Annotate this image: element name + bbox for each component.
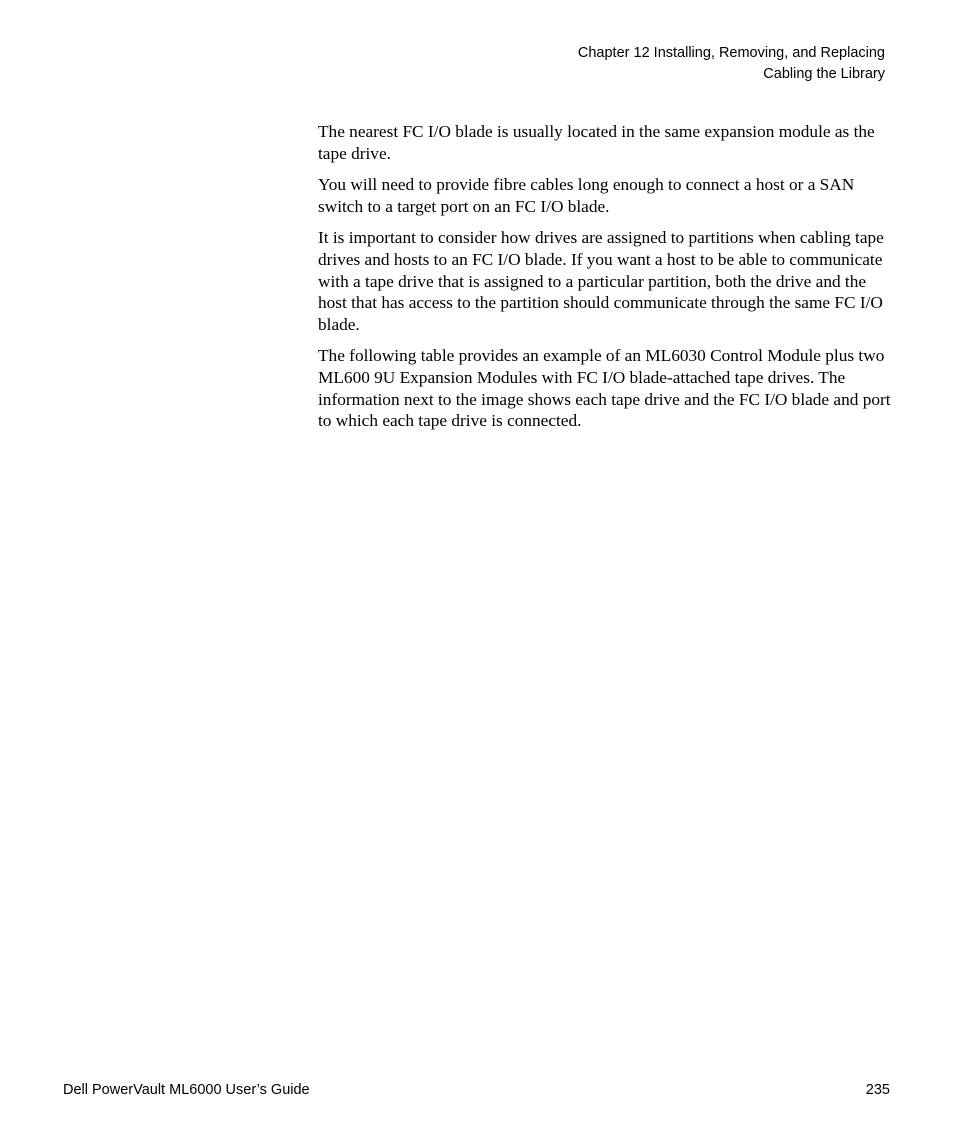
paragraph: It is important to consider how drives are assigned to partitions when cabling tape drives and hosts to an FC I/O blade. If you want a host to be able to communicate with a tape drive that is assigned to a particular partition, both the drive and the host that has access to the partition should communicate through the same FC I/O blade. bbox=[318, 228, 884, 334]
guide-title: Dell PowerVault ML6000 User’s Guide bbox=[63, 1082, 310, 1098]
section-title: Cabling the Library bbox=[763, 65, 885, 82]
paragraph: You will need to provide fibre cables long enough to connect a host or a SAN switch to a target port on an FC I/O blade. bbox=[318, 175, 855, 216]
paragraph: The nearest FC I/O blade is usually located in the same expansion module as the tape drive. bbox=[318, 122, 875, 163]
page-number: 235 bbox=[865, 1082, 890, 1098]
paragraph: The following table provides an example of an ML6030 Control Module plus two ML600 9U Expansion Modules with FC I/O blade-attached tape drives. The information next to the image shows each tape drive and the FC I/O blade and port to which each tape drive is connected. bbox=[318, 346, 891, 431]
body-text bbox=[318, 121, 892, 442]
running-header bbox=[578, 43, 885, 84]
chapter-title: Chapter 12 Installing, Removing, and Replacing bbox=[577, 45, 885, 61]
